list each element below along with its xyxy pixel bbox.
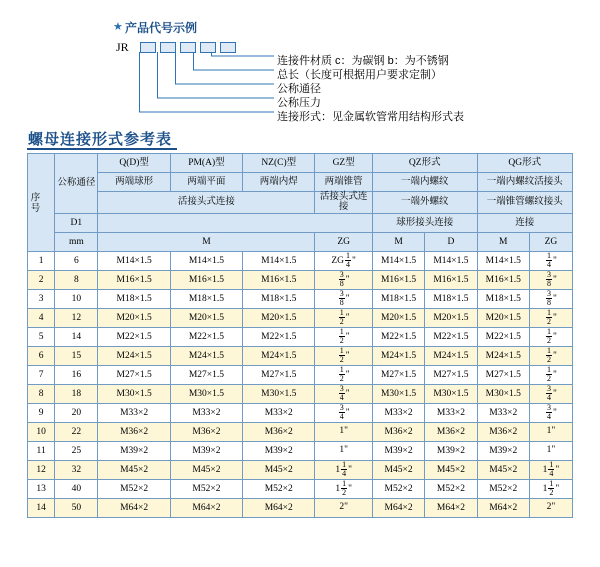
cell-pm-m: M27×1.5 xyxy=(170,365,242,384)
cell-dn: 40 xyxy=(55,479,98,498)
cell-gz-zg: $\frac{3}{4}$ " xyxy=(315,403,373,422)
cell-qg-m: M16×1.5 xyxy=(477,270,529,289)
cell-qz-m: M33×2 xyxy=(372,403,424,422)
cell-qg-zg: $\frac{1}{4}$ " xyxy=(529,251,572,270)
cell-qz-d: M64×2 xyxy=(425,498,477,517)
cell-qg-zg: 1 $\frac{1}{2}$ " xyxy=(529,479,572,498)
header-qg-zg: ZG xyxy=(529,232,572,251)
header-qz-ends: 一端内螺纹 xyxy=(372,173,477,192)
cell-nz-m: M22×1.5 xyxy=(243,327,315,346)
cell-pm-m: M52×2 xyxy=(170,479,242,498)
header-row-connection xyxy=(28,192,573,214)
cell-dn: 18 xyxy=(55,384,98,403)
cell-qg-zg: $\frac{1}{2}$ " xyxy=(529,308,572,327)
table-body xyxy=(28,251,573,517)
cell-pm-m: M22×1.5 xyxy=(170,327,242,346)
cell-dn: 25 xyxy=(55,441,98,460)
cell-qz-m: M64×2 xyxy=(372,498,424,517)
cell-qg-m: M64×2 xyxy=(477,498,529,517)
cell-nz-m: M24×1.5 xyxy=(243,346,315,365)
cell-nz-m: M18×1.5 xyxy=(243,289,315,308)
cell-seq: 3 xyxy=(28,289,55,308)
cell-qz-d: M33×2 xyxy=(425,403,477,422)
cell-qd-m: M16×1.5 xyxy=(98,270,170,289)
cell-qz-m: M20×1.5 xyxy=(372,308,424,327)
cell-qd-m: M20×1.5 xyxy=(98,308,170,327)
table-header xyxy=(28,154,573,252)
header-qg-connect: 连接 xyxy=(477,213,572,232)
cell-qg-m: M27×1.5 xyxy=(477,365,529,384)
cell-dn: 16 xyxy=(55,365,98,384)
cell-nz-m: M30×1.5 xyxy=(243,384,315,403)
cell-qd-m: M18×1.5 xyxy=(98,289,170,308)
cell-qz-m: M39×2 xyxy=(372,441,424,460)
cell-seq: 11 xyxy=(28,441,55,460)
table-row xyxy=(28,479,573,498)
cell-seq: 7 xyxy=(28,365,55,384)
header-thread-m: M xyxy=(98,232,315,251)
page-title: 螺母连接形式参考表 xyxy=(28,131,173,148)
cell-qd-m: M27×1.5 xyxy=(98,365,170,384)
table-row xyxy=(28,327,573,346)
cell-qz-m: M16×1.5 xyxy=(372,270,424,289)
cell-qg-zg: $\frac{1}{2}$ " xyxy=(529,346,572,365)
table-row xyxy=(28,270,573,289)
cell-qg-m: M52×2 xyxy=(477,479,529,498)
header-gz-zg: ZG xyxy=(315,232,373,251)
header-row-units xyxy=(28,232,573,251)
cell-pm-m: M64×2 xyxy=(170,498,242,517)
cell-nz-m: M14×1.5 xyxy=(243,251,315,270)
cell-seq: 13 xyxy=(28,479,55,498)
cell-seq: 12 xyxy=(28,460,55,479)
table-row xyxy=(28,384,573,403)
cell-qd-m: M33×2 xyxy=(98,403,170,422)
cell-qg-m: M14×1.5 xyxy=(477,251,529,270)
cell-nz-m: M39×2 xyxy=(243,441,315,460)
cell-qd-m: M22×1.5 xyxy=(98,327,170,346)
cell-qz-d: M14×1.5 xyxy=(425,251,477,270)
cell-nz-m: M33×2 xyxy=(243,403,315,422)
table-row xyxy=(28,460,573,479)
cell-seq: 1 xyxy=(28,251,55,270)
cell-seq: 9 xyxy=(28,403,55,422)
header-group-pm: PM(A)型 xyxy=(170,154,242,173)
cell-dn: 14 xyxy=(55,327,98,346)
cell-nz-m: M27×1.5 xyxy=(243,365,315,384)
table-row xyxy=(28,289,573,308)
cell-qg-zg: 1" xyxy=(529,441,572,460)
header-row-d1 xyxy=(28,213,573,232)
cell-qz-d: M52×2 xyxy=(425,479,477,498)
cell-seq: 2 xyxy=(28,270,55,289)
cell-nz-m: M52×2 xyxy=(243,479,315,498)
cell-qg-zg: $\frac{1}{2}$ " xyxy=(529,327,572,346)
header-dn: 公称通径 xyxy=(55,154,98,214)
title-underline xyxy=(27,148,177,150)
table-row xyxy=(28,346,573,365)
cell-nz-m: M36×2 xyxy=(243,422,315,441)
cell-qg-zg: $\frac{3}{4}$ " xyxy=(529,403,572,422)
cell-qz-d: M27×1.5 xyxy=(425,365,477,384)
cell-qz-m: M14×1.5 xyxy=(372,251,424,270)
legend-item-nominal-diameter: 公称通径 xyxy=(277,83,321,95)
cell-qz-m: M36×2 xyxy=(372,422,424,441)
header-blank xyxy=(98,213,372,232)
cell-qg-m: M22×1.5 xyxy=(477,327,529,346)
nut-connection-table xyxy=(27,153,573,518)
cell-seq: 8 xyxy=(28,384,55,403)
cell-qd-m: M45×2 xyxy=(98,460,170,479)
diagram-title: 产品代号示例 xyxy=(125,21,198,35)
header-group-gz: GZ型 xyxy=(315,154,373,173)
cell-gz-zg: $\frac{1}{2}$ " xyxy=(315,346,373,365)
cell-qg-m: M18×1.5 xyxy=(477,289,529,308)
cell-dn: 8 xyxy=(55,270,98,289)
header-nz-ends: 两端内焊 xyxy=(243,173,315,192)
cell-gz-zg: $\frac{1}{2}$ " xyxy=(315,365,373,384)
table-row xyxy=(28,251,573,270)
header-left-connection: 活接头式连接 xyxy=(98,192,315,214)
legend-item-length: 总长（长度可根据用户要求定制） xyxy=(277,69,442,81)
cell-nz-m: M20×1.5 xyxy=(243,308,315,327)
header-qd-ends: 两端球形 xyxy=(98,173,170,192)
code-prefix-label: JR xyxy=(116,40,129,54)
cell-qg-m: M20×1.5 xyxy=(477,308,529,327)
cell-gz-zg: 1" xyxy=(315,441,373,460)
cell-pm-m: M16×1.5 xyxy=(170,270,242,289)
cell-qz-m: M18×1.5 xyxy=(372,289,424,308)
cell-qd-m: M30×1.5 xyxy=(98,384,170,403)
cell-qd-m: M64×2 xyxy=(98,498,170,517)
cell-qd-m: M52×2 xyxy=(98,479,170,498)
header-row-groups xyxy=(28,154,573,173)
header-qz-ball: 球形接头连接 xyxy=(372,213,477,232)
cell-qz-d: M16×1.5 xyxy=(425,270,477,289)
cell-qd-m: M36×2 xyxy=(98,422,170,441)
cell-qg-m: M33×2 xyxy=(477,403,529,422)
header-group-qz: QZ形式 xyxy=(372,154,477,173)
cell-qg-zg: $\frac{1}{2}$ " xyxy=(529,365,572,384)
cell-qg-zg: $\frac{3}{8}$ " xyxy=(529,289,572,308)
cell-gz-zg: 1" xyxy=(315,422,373,441)
cell-gz-zg: 2" xyxy=(315,498,373,517)
cell-qg-m: M39×2 xyxy=(477,441,529,460)
cell-gz-zg: 1 $\frac{1}{4}$ " xyxy=(315,460,373,479)
legend-item-connection-type: 连接形式：见金属软管常用结构形式表 xyxy=(277,111,464,123)
cell-qz-d: M36×2 xyxy=(425,422,477,441)
cell-pm-m: M24×1.5 xyxy=(170,346,242,365)
cell-qg-m: M45×2 xyxy=(477,460,529,479)
cell-qz-d: M24×1.5 xyxy=(425,346,477,365)
cell-qd-m: M14×1.5 xyxy=(98,251,170,270)
star-icon: ★ xyxy=(113,21,123,33)
cell-pm-m: M36×2 xyxy=(170,422,242,441)
cell-qz-m: M52×2 xyxy=(372,479,424,498)
cell-gz-zg: ZG $\frac{1}{4}$ " xyxy=(315,251,373,270)
header-group-qg: QG形式 xyxy=(477,154,572,173)
cell-gz-zg: $\frac{3}{4}$ " xyxy=(315,384,373,403)
cell-dn: 32 xyxy=(55,460,98,479)
cell-pm-m: M39×2 xyxy=(170,441,242,460)
cell-seq: 4 xyxy=(28,308,55,327)
table-row xyxy=(28,365,573,384)
cell-qg-zg: 1" xyxy=(529,422,572,441)
table-row xyxy=(28,441,573,460)
product-code-diagram xyxy=(0,0,600,122)
cell-qz-m: M24×1.5 xyxy=(372,346,424,365)
cell-dn: 22 xyxy=(55,422,98,441)
cell-qz-m: M27×1.5 xyxy=(372,365,424,384)
header-seq: 序号 xyxy=(28,154,55,252)
legend-item-material: 连接件材质 c：为碳钢 b：为不锈钢 xyxy=(277,55,449,67)
cell-qz-m: M45×2 xyxy=(372,460,424,479)
cell-pm-m: M30×1.5 xyxy=(170,384,242,403)
header-row-ends xyxy=(28,173,573,192)
cell-gz-zg: $\frac{3}{8}$ " xyxy=(315,270,373,289)
cell-dn: 10 xyxy=(55,289,98,308)
cell-nz-m: M16×1.5 xyxy=(243,270,315,289)
header-qz-connection: 一端外螺纹 xyxy=(372,192,477,214)
cell-qg-zg: 1 $\frac{1}{4}$ " xyxy=(529,460,572,479)
cell-qz-d: M45×2 xyxy=(425,460,477,479)
header-pm-ends: 两端平面 xyxy=(170,173,242,192)
cell-qz-d: M30×1.5 xyxy=(425,384,477,403)
cell-qg-zg: 2" xyxy=(529,498,572,517)
cell-nz-m: M45×2 xyxy=(243,460,315,479)
cell-pm-m: M18×1.5 xyxy=(170,289,242,308)
cell-nz-m: M64×2 xyxy=(243,498,315,517)
cell-dn: 12 xyxy=(55,308,98,327)
cell-gz-zg: 1 $\frac{1}{2}$ " xyxy=(315,479,373,498)
header-qz-m: M xyxy=(372,232,424,251)
cell-seq: 6 xyxy=(28,346,55,365)
cell-qz-d: M22×1.5 xyxy=(425,327,477,346)
cell-qz-d: M18×1.5 xyxy=(425,289,477,308)
cell-dn: 6 xyxy=(55,251,98,270)
cell-pm-m: M33×2 xyxy=(170,403,242,422)
nut-connection-table-wrap xyxy=(27,153,573,518)
cell-qg-m: M36×2 xyxy=(477,422,529,441)
cell-dn: 20 xyxy=(55,403,98,422)
cell-pm-m: M14×1.5 xyxy=(170,251,242,270)
header-gz-connection: 活接头式连接 xyxy=(315,192,373,214)
table-row xyxy=(28,308,573,327)
header-d1-label: D1 xyxy=(55,213,98,232)
table-row xyxy=(28,403,573,422)
table-row xyxy=(28,498,573,517)
cell-dn: 50 xyxy=(55,498,98,517)
cell-qd-m: M24×1.5 xyxy=(98,346,170,365)
header-qg-connection: 一端锥管螺纹接头 xyxy=(477,192,572,214)
cell-dn: 15 xyxy=(55,346,98,365)
cell-gz-zg: $\frac{3}{8}$ " xyxy=(315,289,373,308)
header-qg-m: M xyxy=(477,232,529,251)
header-group-nz: NZ(C)型 xyxy=(243,154,315,173)
cell-qd-m: M39×2 xyxy=(98,441,170,460)
cell-qz-d: M39×2 xyxy=(425,441,477,460)
cell-seq: 14 xyxy=(28,498,55,517)
header-qg-ends: 一端内螺纹活接头 xyxy=(477,173,572,192)
cell-pm-m: M45×2 xyxy=(170,460,242,479)
legend-item-nominal-pressure: 公称压力 xyxy=(277,97,321,109)
cell-qg-zg: $\frac{3}{8}$ " xyxy=(529,270,572,289)
cell-qg-m: M30×1.5 xyxy=(477,384,529,403)
cell-qz-d: M20×1.5 xyxy=(425,308,477,327)
header-qz-d: D xyxy=(425,232,477,251)
table-row xyxy=(28,422,573,441)
cell-pm-m: M20×1.5 xyxy=(170,308,242,327)
header-dn-unit: mm xyxy=(55,232,98,251)
header-group-qd: Q(D)型 xyxy=(98,154,170,173)
cell-qg-zg: $\frac{3}{4}$ " xyxy=(529,384,572,403)
header-gz-ends: 两端锥管 xyxy=(315,173,373,192)
cell-seq: 5 xyxy=(28,327,55,346)
cell-qg-m: M24×1.5 xyxy=(477,346,529,365)
cell-gz-zg: $\frac{1}{2}$ " xyxy=(315,308,373,327)
cell-gz-zg: $\frac{1}{2}$ " xyxy=(315,327,373,346)
cell-qz-m: M22×1.5 xyxy=(372,327,424,346)
cell-qz-m: M30×1.5 xyxy=(372,384,424,403)
cell-seq: 10 xyxy=(28,422,55,441)
